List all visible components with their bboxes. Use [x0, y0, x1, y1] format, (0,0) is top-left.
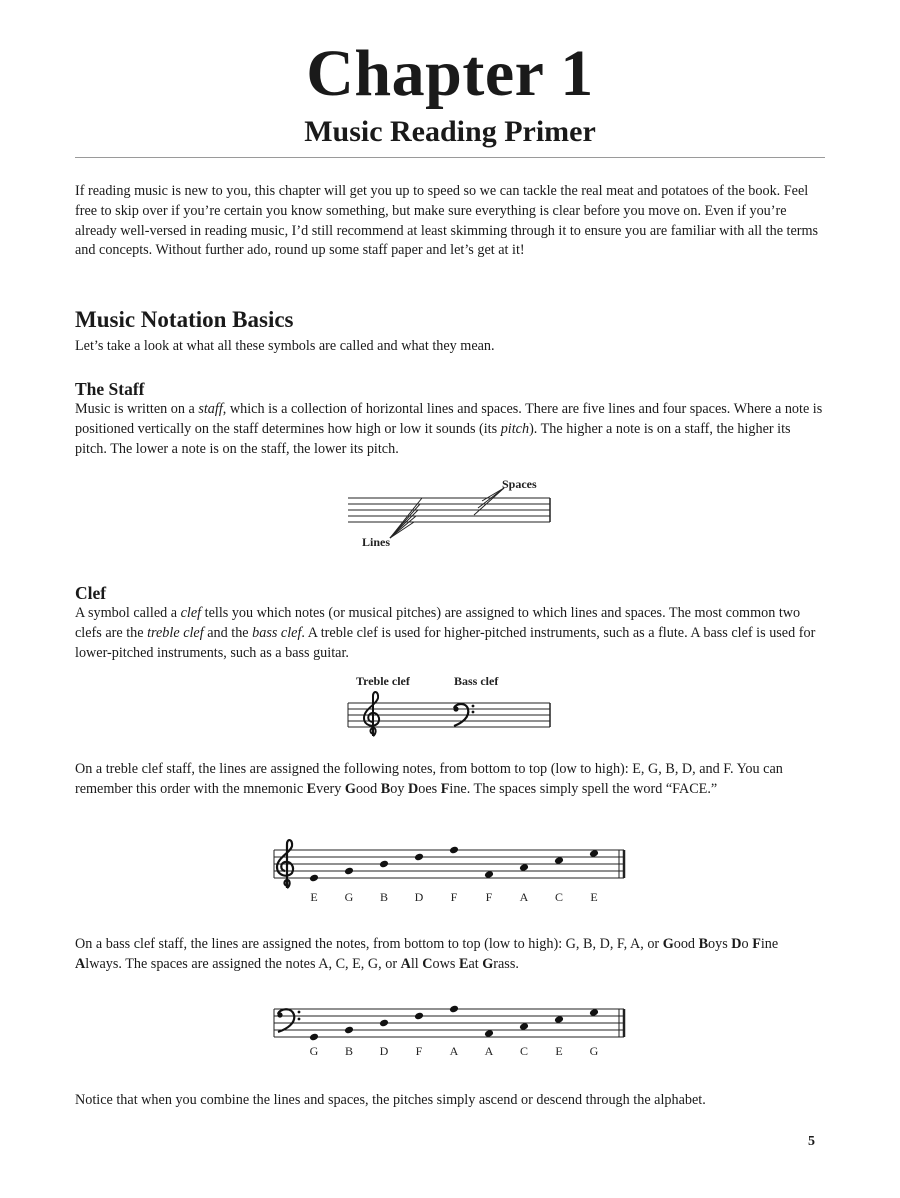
- bass-notes-diagram: [268, 1000, 632, 1066]
- note-label: E: [310, 890, 318, 904]
- text-run: On a treble clef staff, the lines are assigned the following notes, from bottom to top (low to high): E, G, B, D, and F. You can remember this order with the mnemonic: [75, 761, 783, 797]
- mnemonic-letter: F: [440, 780, 450, 797]
- note-head: [309, 1033, 319, 1042]
- text-run: A symbol called a: [75, 605, 181, 621]
- text-run: very: [316, 780, 345, 797]
- note-label: B: [379, 890, 389, 904]
- notation-lead: Let’s take a look at what all these symbols are called and what they mean.: [75, 338, 495, 354]
- note-head: [379, 860, 389, 869]
- text-run: ll: [410, 955, 423, 972]
- clef-diagram: [340, 672, 560, 742]
- chapter-title: Music Reading Primer: [304, 115, 596, 148]
- note-label: G: [344, 890, 354, 904]
- intro-paragraph: If reading music is new to you, this chapter will get you up to speed so we can tackle the real meat and potatoes of the book. Feel free to skip over if you’re certain you know something, but make sure everything is clear before you move on. Even if you’re already well-versed in reading music, I’d still recommend at least skimming through it to ensure you are familiar with all the terms and concepts. Without further ado, round up some staff paper and let’s get at it!: [75, 183, 819, 259]
- treble-notes-diagram: [268, 838, 632, 912]
- note-head: [449, 846, 459, 855]
- text-run: . The spaces simply spell the word “FACE.”: [466, 780, 718, 797]
- mnemonic-letter: A: [400, 955, 411, 972]
- staff-paragraph: [75, 400, 825, 459]
- closing-paragraph: Notice that when you combine the lines and spaces, the pitches simply ascend or descend through the alphabet.: [75, 1092, 706, 1108]
- bass-clef-label: Bass clef: [454, 674, 499, 688]
- note-head: [309, 874, 319, 883]
- staff-diagram: [340, 472, 570, 554]
- note-head: [379, 1019, 389, 1028]
- subheading-staff: The Staff: [75, 379, 145, 399]
- text-run: . The spaces are assigned the notes A, C, E, G, or: [118, 955, 401, 972]
- text-run: ows: [432, 955, 459, 972]
- mnemonic-letter: G: [662, 936, 674, 952]
- term-pitch: pitch: [500, 420, 530, 437]
- text-run: . A treble clef is used for higher-pitched instruments, such as a flute. A bass clef is used for lower-pitched instruments, such as a bass guitar.: [75, 624, 816, 661]
- term-treble-clef: treble clef: [147, 624, 204, 641]
- text-run: .: [515, 955, 519, 972]
- text-run: Music is written on a: [75, 401, 199, 417]
- note-label: D: [414, 890, 424, 904]
- subheading-clef: Clef: [75, 583, 107, 603]
- note-label: G: [309, 1044, 319, 1058]
- note-label: G: [589, 1044, 599, 1058]
- mnemonic-letter: E: [458, 955, 469, 972]
- note-label: C: [519, 1044, 529, 1058]
- mnemonic-letter: B: [698, 936, 709, 952]
- treble-paragraph: [75, 760, 825, 800]
- note-label: A: [484, 1044, 494, 1058]
- mnemonic-letter: B: [380, 780, 391, 797]
- treble-clef-label: Treble clef: [356, 674, 410, 688]
- text-run: o: [741, 936, 753, 952]
- page-number: 5: [808, 1134, 815, 1149]
- text-run: and the: [203, 624, 253, 641]
- term-clef: clef: [180, 605, 202, 621]
- chapter-number: Chapter 1: [306, 37, 594, 110]
- note-label: F: [450, 890, 458, 904]
- title-divider: [75, 157, 825, 158]
- mnemonic-letter: A: [75, 955, 86, 972]
- treble-clef-icon: [364, 692, 379, 736]
- mnemonic-letter: G: [344, 780, 356, 797]
- mnemonic-letter: G: [482, 955, 494, 972]
- text-run: lways: [85, 955, 119, 972]
- mnemonic-letter: F: [752, 936, 761, 952]
- note-label: F: [485, 890, 493, 904]
- mnemonic-letter: C: [422, 955, 433, 972]
- text-run: oy: [390, 780, 408, 797]
- note-label: A: [449, 1044, 459, 1058]
- note-label: E: [555, 1044, 563, 1058]
- text-run: ine: [449, 780, 467, 797]
- note-label: D: [379, 1044, 389, 1058]
- note-label: B: [344, 1044, 354, 1058]
- note-head: [449, 1005, 459, 1014]
- text-run: oys: [708, 936, 732, 952]
- note-head: [414, 853, 424, 862]
- text-run: tells you which notes (or musical pitches) are assigned to which lines and spaces. The most common two clefs are the: [75, 605, 801, 641]
- note-label: E: [590, 890, 598, 904]
- mnemonic-letter: D: [731, 936, 742, 952]
- text-run: On a bass clef staff, the lines are assigned the notes, from bottom to top (low to high): G, B, D, F, A, or: [75, 936, 663, 952]
- text-run: ood: [355, 780, 381, 797]
- bass-clef-icon: [277, 1009, 300, 1032]
- bass-paragraph: [75, 935, 825, 975]
- note-head: [414, 1012, 424, 1021]
- text-run: oes: [418, 780, 441, 797]
- mnemonic-letter: E: [306, 780, 317, 797]
- text-run: , which is a collection of horizontal lines and spaces. There are five lines and four spaces. Where a note is positioned vertically on the staff determines how high or low it sounds (its: [75, 401, 823, 437]
- term-staff: staff: [198, 401, 223, 417]
- note-head: [344, 867, 354, 876]
- clef-paragraph: [75, 604, 825, 663]
- text-run: at: [468, 955, 483, 972]
- section-heading-notation: Music Notation Basics: [75, 307, 294, 332]
- text-run: rass: [493, 955, 516, 972]
- text-run: ine: [760, 936, 779, 952]
- lines-label: Lines: [362, 535, 391, 549]
- text-run: ). The higher a note is on a staff, the higher its pitch. The lower a note is on the staff, the lower its pitch.: [75, 420, 791, 457]
- spaces-label: Spaces: [502, 477, 537, 491]
- note-label: C: [554, 890, 564, 904]
- note-label: A: [519, 890, 529, 904]
- note-head: [344, 1026, 354, 1035]
- mnemonic-letter: D: [407, 780, 419, 797]
- note-label: F: [415, 1044, 423, 1058]
- text-run: ood: [673, 936, 699, 952]
- term-bass-clef: bass clef: [252, 624, 302, 641]
